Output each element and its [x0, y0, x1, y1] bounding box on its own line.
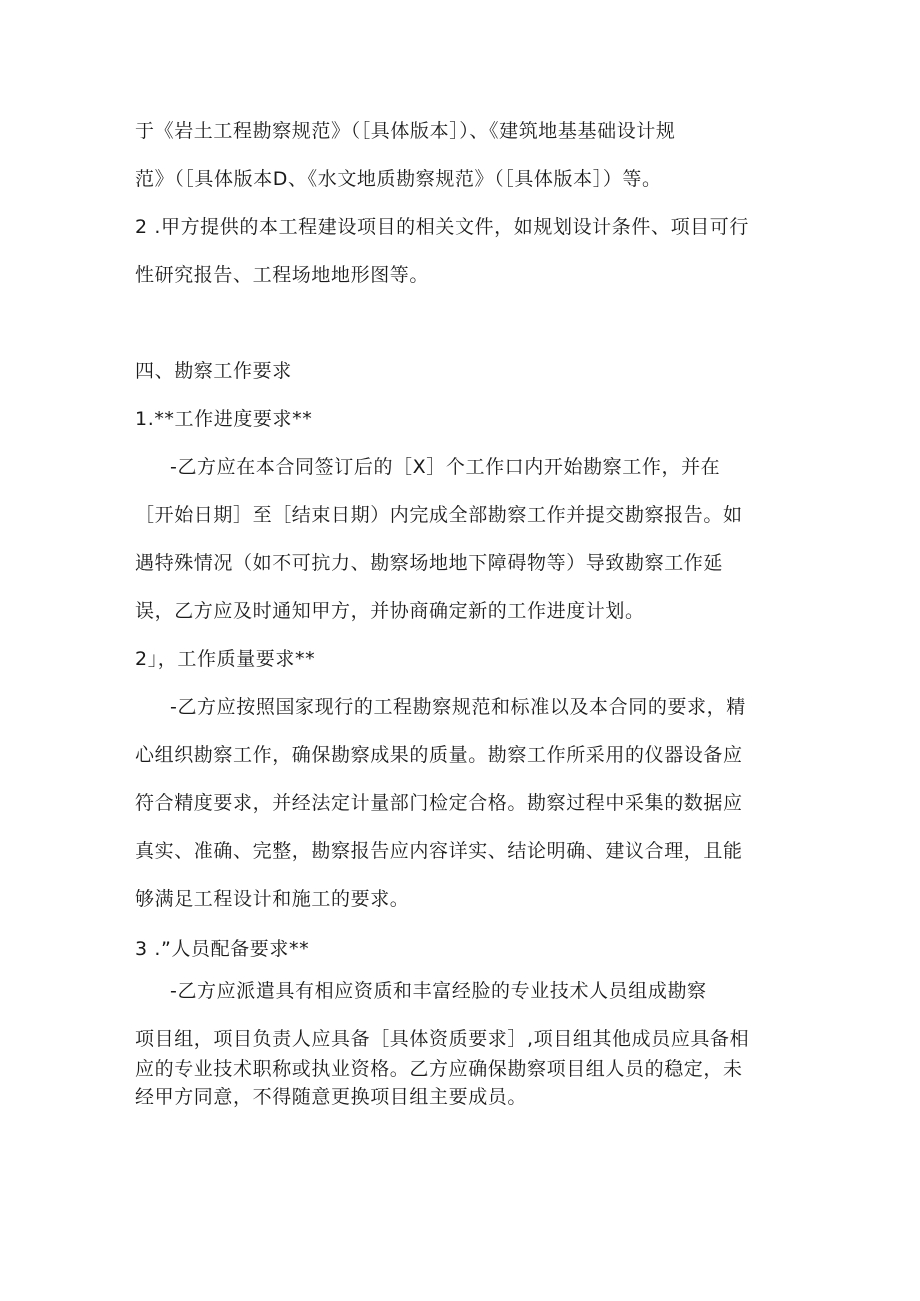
- text-line-1: 于《岩土工程勘察规范》（［具体版本］）、《建筑地基基础设计规: [135, 120, 676, 142]
- text-line-15: 真实、准确、完整，勘察报告应内容详实、结论明确、建议合理，且能: [135, 840, 743, 862]
- text-line-14: 符合精度要求，并经法定计量部门检定合格。勘察过程中采集的数据应: [135, 792, 743, 814]
- section-heading: 四、勘察工作要求: [135, 360, 292, 382]
- text-line-10: 误，乙方应及时通知甲方，并协商确定新的工作进度计划。: [135, 600, 645, 622]
- text-line-21: 经甲方同意，不得随意更换项目组主要成员。: [135, 1086, 528, 1108]
- text-line-3: 2 .甲方提供的本工程建设项目的相关文件，如规划设计条件、项目可行: [135, 216, 749, 238]
- text-line-13: 心组织勘察工作，确保勘察成果的质量。勘察工作所采用的仪器设备应: [135, 744, 743, 766]
- text-line-12: -乙方应按照国家现行的工程勘察规范和标准以及本合同的要求，精: [170, 696, 746, 718]
- text-line-7: -乙方应在本合同签订后的［X］个工作口内开始勘察工作，并在: [170, 456, 721, 478]
- text-line-19: 项目组，项目负责人应具备［具体资质要求］,项目组其他成员应具备相: [135, 1028, 750, 1050]
- text-line-20: 应的专业技术职称或执业资格。乙方应确保勘察项目组人员的稳定，未: [135, 1058, 743, 1080]
- text-line-9: 遇特殊情况（如不可抗力、勘察场地地下障碍物等）导致勘察工作延: [135, 552, 724, 574]
- subheading-quality: 2」，工作质量要求**: [135, 648, 316, 670]
- subheading-schedule: 1.**工作进度要求**: [135, 408, 313, 430]
- text-line-8: ［开始日期］至［结束日期）内完成全部勘察工作并提交勘察报告。如: [135, 504, 743, 526]
- text-line-16: 够满足工程设计和施工的要求。: [135, 888, 410, 910]
- text-line-2: 范》（［具体版本D、《水文地质勘察规范》（［具体版本］）等。: [135, 168, 662, 190]
- subheading-staffing: 3 .”人员配备要求**: [135, 938, 310, 960]
- text-line-4: 性研究报告、工程场地地形图等。: [135, 264, 430, 286]
- text-line-18: -乙方应派遣具有相应资质和丰富经脸的专业技术人员组成勘察: [170, 980, 707, 1002]
